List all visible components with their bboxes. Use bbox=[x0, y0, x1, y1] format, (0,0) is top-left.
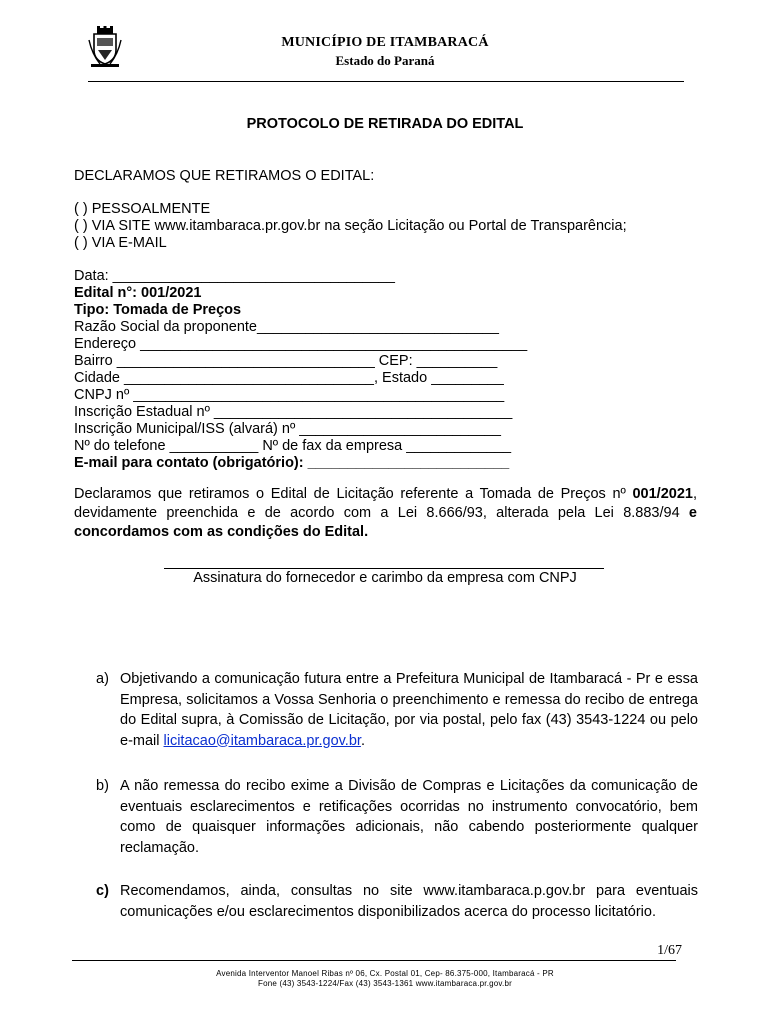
item-c-text: Recomendamos, ainda, consultas no site www.itambaraca.p.gov.br para eventuais comunicações e/ou esclarecimentos disponibilizados acerca do processo licitatório. bbox=[120, 883, 698, 920]
field-razao-social: Razão Social da proponente______________________________ bbox=[74, 319, 499, 335]
signature-label: Assinatura do fornecedor e carimbo da empresa com CNPJ bbox=[193, 570, 577, 586]
declaration-heading: DECLARAMOS QUE RETIRAMOS O EDITAL: bbox=[74, 168, 375, 184]
field-edital: Edital n°: 001/2021 bbox=[74, 285, 202, 301]
item-a-text: Objetivando a comunicação futura entre a Prefeitura Municipal de Itambaracá - Pr e essa Empresa, solicitamos a Vossa Senhoria o preenchimento e remessa do recibo de entrega do Edital supra, à Comissão de Licitação, por via postal, pelo fax (43) 3543-1224 ou pelo e-mail bbox=[120, 671, 698, 749]
field-cnpj: CNPJ nº ______________________________________________ bbox=[74, 387, 505, 403]
item-a-label: a) bbox=[96, 671, 109, 687]
list-item-c bbox=[96, 881, 698, 922]
field-telefone-fax: Nº do telefone ___________ Nº de fax da empresa _____________ bbox=[74, 438, 512, 454]
statement-part3: e concordamos com as condições do Edital. bbox=[74, 505, 697, 540]
field-cidade-estado: Cidade _______________________________, Estado _________ bbox=[74, 370, 504, 386]
list-item-b bbox=[96, 776, 698, 858]
footer-contact: Fone (43) 3543-1224/Fax (43) 3543-1361 www.itambaraca.pr.gov.br bbox=[258, 979, 512, 988]
signature-line bbox=[164, 568, 604, 569]
statement-part2: , devidamente preenchida e de acordo com a Lei 8.666/93, alterada pela Lei 8.883/94 bbox=[74, 486, 697, 521]
header-divider bbox=[88, 81, 684, 82]
footer-address: Avenida Interventor Manoel Ribas nº 06, Cx. Postal 01, Cep- 86.375-000, Itambaracá - PR bbox=[216, 969, 554, 978]
field-inscricao-municipal: Inscrição Municipal/ISS (alvará) nº _________________________ bbox=[74, 421, 501, 437]
field-data: Data: ___________________________________ bbox=[74, 268, 395, 284]
email-link[interactable]: licitacao@itambaraca.pr.gov.br bbox=[163, 732, 361, 749]
footer-divider bbox=[72, 960, 676, 961]
statement-number: 001/2021 bbox=[632, 486, 693, 502]
field-inscricao-estadual: Inscrição Estadual nº _____________________________________ bbox=[74, 404, 513, 420]
item-a-end: . bbox=[360, 732, 365, 749]
declaration-statement bbox=[74, 485, 697, 542]
field-endereco: Endereço ________________________________________________ bbox=[74, 336, 528, 352]
statement-part1: Declaramos que retiramos o Edital de Licitação referente a Tomada de Preços nº bbox=[74, 486, 633, 502]
item-b-label: b) bbox=[96, 778, 109, 794]
header-municipality: MUNICÍPIO DE ITAMBARACÁ bbox=[281, 35, 489, 50]
document-title: PROTOCOLO DE RETIRADA DO EDITAL bbox=[246, 116, 524, 132]
page-number: 1/67 bbox=[657, 943, 682, 958]
list-item-a bbox=[96, 669, 698, 751]
item-c-label: c) bbox=[96, 883, 109, 899]
header-state: Estado do Paraná bbox=[335, 53, 435, 68]
option-pessoalmente: ( ) PESSOALMENTE bbox=[74, 201, 211, 217]
option-via-site: ( ) VIA SITE www.itambaraca.pr.gov.br na seção Licitação ou Portal de Transparência; bbox=[74, 218, 627, 234]
field-email-contato: E-mail para contato (obrigatório): _________________________ bbox=[74, 455, 510, 471]
item-b-text: A não remessa do recibo exime a Divisão de Compras e Licitações da comunicação de eventuais esclarecimentos e retificações ocorridas no instrumento convocatório, bem como de quaisquer informações adicionais, não cabendo posteriormente qualquer reclamação. bbox=[120, 778, 698, 856]
field-tipo: Tipo: Tomada de Preços bbox=[74, 302, 242, 318]
field-bairro-cep: Bairro ________________________________ CEP: __________ bbox=[74, 353, 498, 369]
option-via-email: ( ) VIA E-MAIL bbox=[74, 235, 167, 251]
